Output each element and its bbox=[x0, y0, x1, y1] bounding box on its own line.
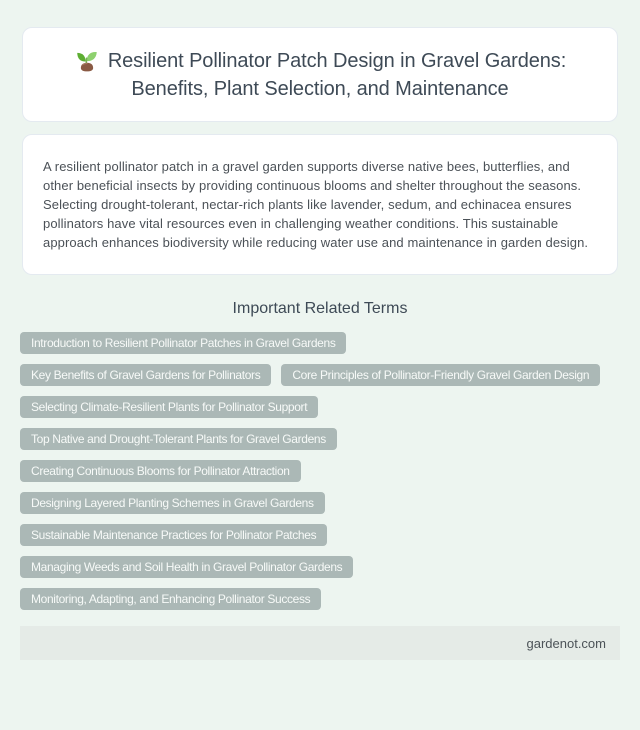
tag-row bbox=[20, 492, 620, 514]
tag-row bbox=[20, 364, 620, 386]
page-title bbox=[53, 46, 588, 103]
footer-bar bbox=[20, 626, 620, 660]
related-term-tag[interactable]: Introduction to Resilient Pollinator Patches in Gravel Gardens bbox=[20, 332, 346, 354]
tag-row bbox=[20, 460, 620, 482]
related-term-tag[interactable]: Key Benefits of Gravel Gardens for Pollinators bbox=[20, 364, 271, 386]
related-term-tag[interactable]: Sustainable Maintenance Practices for Pollinator Patches bbox=[20, 524, 327, 546]
related-term-tag[interactable]: Designing Layered Planting Schemes in Gravel Gardens bbox=[20, 492, 325, 514]
related-term-tag[interactable]: Selecting Climate-Resilient Plants for Pollinator Support bbox=[20, 396, 318, 418]
header-card bbox=[22, 27, 618, 122]
related-terms-heading: Important Related Terms bbox=[232, 300, 408, 317]
tag-row bbox=[20, 524, 620, 546]
tag-row bbox=[20, 396, 620, 418]
tag-row bbox=[20, 332, 620, 354]
tag-row bbox=[20, 588, 620, 610]
summary-text: A resilient pollinator patch in a gravel garden supports diverse native bees, butterflies, and other beneficial insects by providing continuous blooms and shelter throughout the seasons. Selecting drought-tolerant, nectar-rich plants like lavender, sedum, and echinacea ensures pollinators have vital resources even in challenging weather conditions. This sustainable approach enhances biodiversity while reducing water use and maintenance in garden design. bbox=[43, 159, 589, 250]
seedling-icon bbox=[74, 46, 100, 72]
related-term-tag[interactable]: Top Native and Drought-Tolerant Plants for Gravel Gardens bbox=[20, 428, 337, 450]
tag-row bbox=[20, 428, 620, 450]
related-term-tag[interactable]: Core Principles of Pollinator-Friendly Gravel Garden Design bbox=[281, 364, 600, 386]
footer-site-name: gardenot.com bbox=[526, 635, 606, 651]
page-title-text: Resilient Pollinator Patch Design in Gravel Gardens: Benefits, Plant Selection, and Maintenance bbox=[107, 50, 567, 100]
tag-row bbox=[20, 556, 620, 578]
related-term-tag[interactable]: Creating Continuous Blooms for Pollinator Attraction bbox=[20, 460, 301, 482]
related-term-tag[interactable]: Monitoring, Adapting, and Enhancing Pollinator Success bbox=[20, 588, 321, 610]
related-term-tag[interactable]: Managing Weeds and Soil Health in Gravel Pollinator Gardens bbox=[20, 556, 353, 578]
summary-card bbox=[22, 134, 618, 275]
related-terms-list bbox=[20, 332, 620, 610]
